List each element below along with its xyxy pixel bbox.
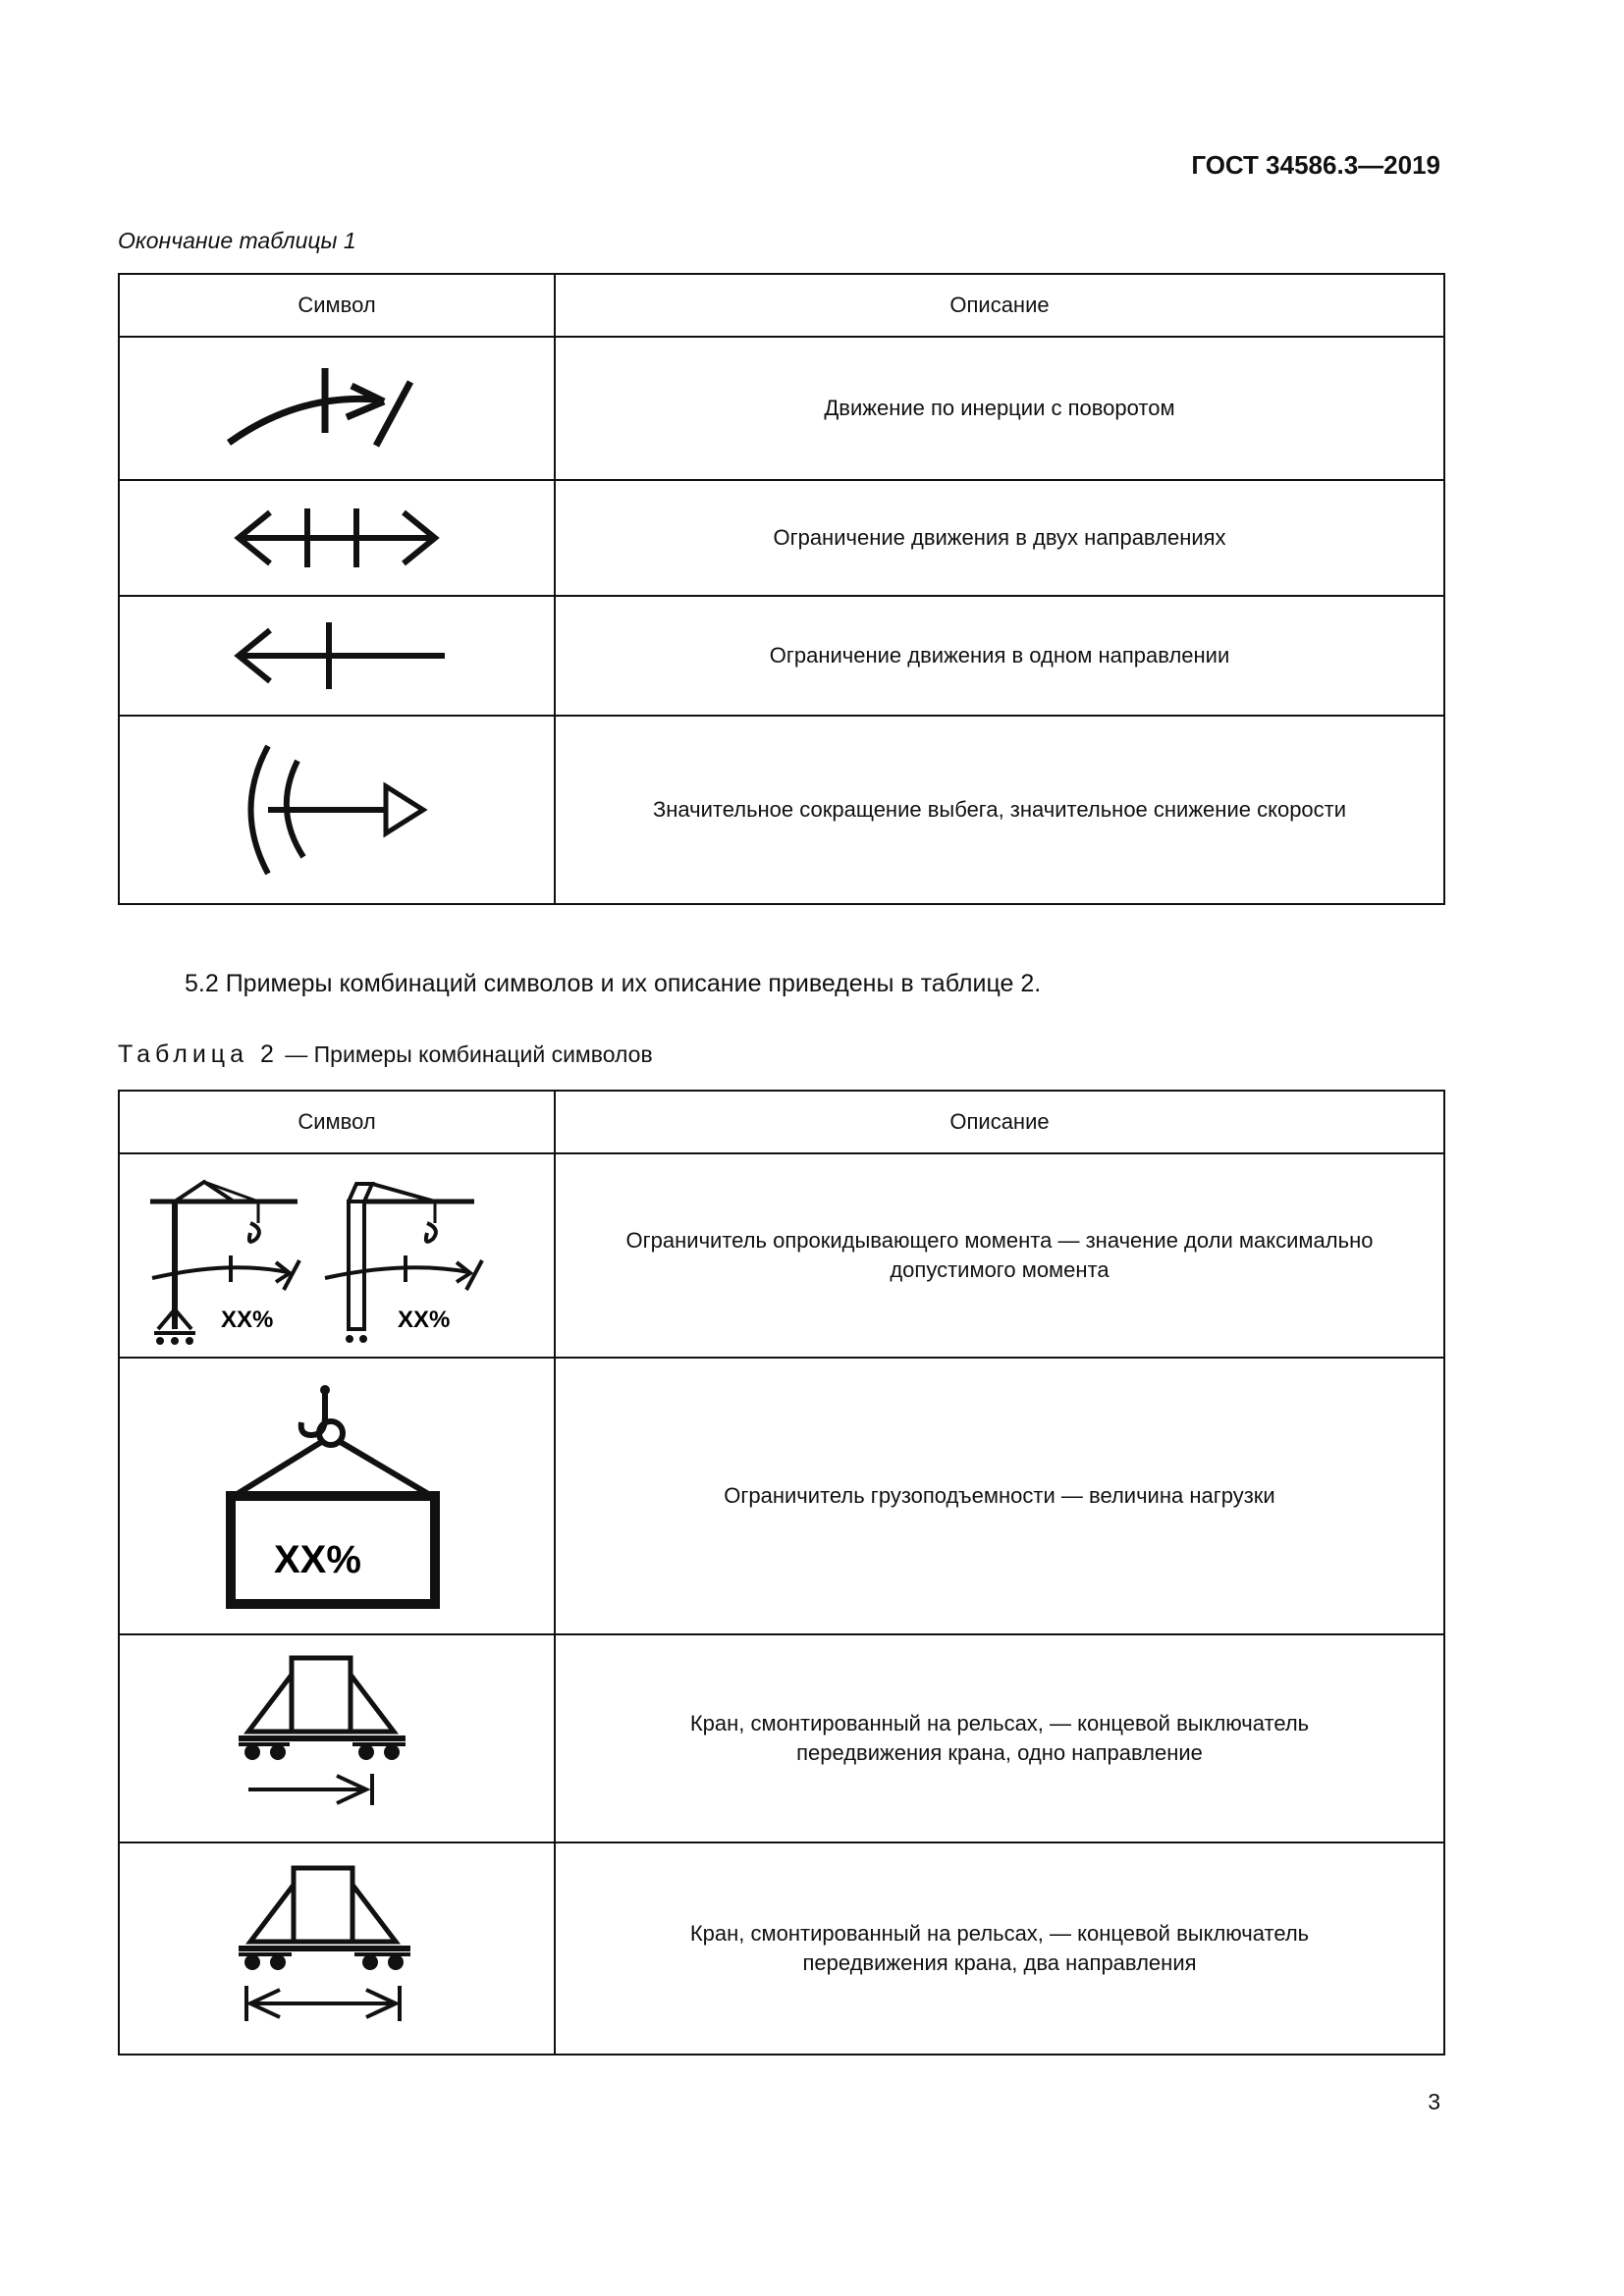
page-number: 3 [1428,2089,1440,2114]
two-direction-limit-icon [209,499,464,577]
table2-description-line2: допустимого момента [890,1257,1110,1282]
table2-description-line2: передвижения крана, одно направление [796,1740,1203,1765]
paragraph-5-2: 5.2 Примеры комбинаций символов и их описание приведены в таблице 2. [185,970,1042,997]
table1-continuation-label: Окончание таблицы 1 [118,228,356,253]
hook-load-limiter-icon [209,1378,464,1614]
rail-crane-two-directions-icon [209,1860,464,2037]
wheel-icon [244,1954,260,1970]
table1-header-row [119,274,1444,337]
wheel-icon [362,1954,378,1970]
wheel-icon [270,1954,286,1970]
table2-caption-text: — Примеры комбинаций символов [278,1041,653,1067]
rail-crane-one-direction-icon [209,1650,464,1827]
wheel-icon [244,1744,260,1760]
load-xx-label: XX% [274,1538,361,1581]
table-row [119,596,1444,716]
table-row [119,1842,1444,2055]
coast-reduction-icon [209,731,464,888]
tower-crane-xx-label-1: XX% [221,1307,274,1333]
table2-caption-prefix: Таблица 2 [118,1041,279,1068]
standard-id: ГОСТ 34586.3—2019 [1191,150,1440,180]
wheel-icon [358,1744,374,1760]
one-direction-limit-icon [209,616,464,695]
table1-col-symbol: Символ [119,274,555,337]
table2-description-line2: передвижения крана, два направления [802,1950,1197,1975]
table-1 [118,273,1445,905]
table1-col-description: Описание [555,274,1444,337]
table1-description: Ограничение движения в одном направлении [555,596,1444,716]
wheel-icon [384,1744,400,1760]
table2-description-line1: Ограничитель опрокидывающего момента — значение доли максимально [625,1228,1374,1253]
table-row [119,337,1444,480]
table2-col-symbol: Символ [119,1091,555,1153]
wheel-icon [359,1335,367,1343]
table-2 [118,1090,1445,2056]
wheel-icon [156,1337,164,1345]
table1-description: Движение по инерции с поворотом [555,337,1444,480]
table2-description-line1: Кран, смонтированный на рельсах, — концевой выключатель [689,1921,1310,1946]
table2-description-line1: Ограничитель грузоподъемности — величина нагрузки [724,1483,1275,1508]
table-row [119,716,1444,904]
luffing-crane-xx-label: XX% [398,1307,451,1333]
table-row [119,1153,1444,1358]
table-row [119,1634,1444,1842]
wheel-icon [171,1337,179,1345]
tower-crane-moment-limiter-icon [140,1162,533,1349]
wheel-icon [388,1954,404,1970]
table2-col-description: Описание [555,1091,1444,1153]
inertia-motion-turn-icon [209,354,464,462]
table-row [119,480,1444,596]
table2-description-line1: Кран, смонтированный на рельсах, — концевой выключатель [689,1711,1310,1735]
table2-header-row [119,1091,1444,1153]
wheel-icon [270,1744,286,1760]
wheel-icon [346,1335,353,1343]
table1-description: Значительное сокращение выбега, значительное снижение скорости [555,716,1444,904]
table2-caption [118,1041,653,1069]
wheel-icon [186,1337,193,1345]
table1-description: Ограничение движения в двух направлениях [555,480,1444,596]
table-row [119,1358,1444,1634]
